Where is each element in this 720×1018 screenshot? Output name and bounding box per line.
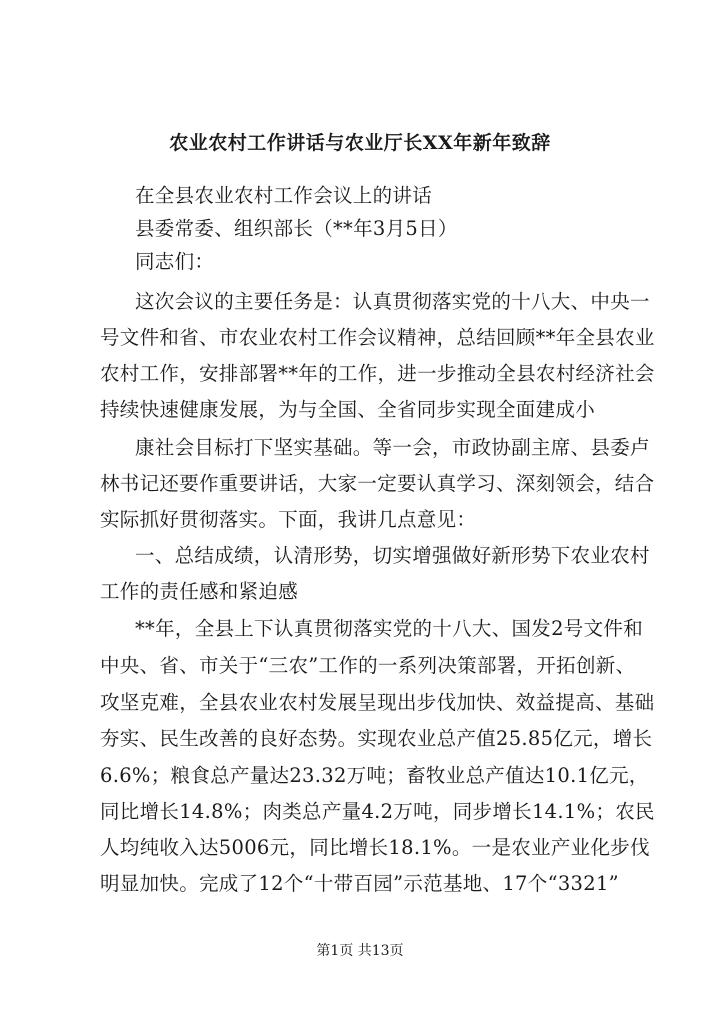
section-heading: 一、总结成绩，认清形势，切实增强做好新形势下农业农村: [135, 544, 650, 567]
paragraph-line: 中央、省、市关于“三农”工作的一系列决策部署，开拓创新、: [100, 654, 636, 677]
paragraph-line: 农村工作，安排部署**年的工作，进一步推动全县农村经济社会: [100, 362, 655, 385]
paragraph-line: 夯实、民生改善的良好态势。实现农业总产值25.85亿元，增长: [100, 727, 653, 750]
paragraph-line: 康社会目标打下坚实基础。等一会，市政协副主席、县委卢: [135, 436, 650, 459]
paragraph-line: 林书记还要作重要讲话，大家一定要认真学习、深刻领会，结合: [100, 472, 655, 495]
page-number: 第1页 共13页: [316, 943, 404, 959]
section-heading: 工作的责任感和紧迫感: [100, 580, 299, 603]
paragraph-line: **年，全县上下认真贯彻落实党的十八大、国发2号文件和: [135, 617, 644, 640]
salutation: 同志们：: [135, 250, 215, 273]
paragraph-line: 人均纯收入达5006元，同比增长18.1%。一是农业产业化步伐: [100, 836, 650, 859]
speaker-info: 县委常委、组织部长（**年3月5日）: [135, 217, 458, 240]
paragraph-line: 持续快速健康发展，为与全国、全省同步实现全面建成小: [100, 398, 596, 421]
paragraph-line: 实际抓好贯彻落实。下面，我讲几点意见：: [100, 508, 477, 531]
paragraph-line: 攻坚克难，全县农业农村发展呈现出步伐加快、效益提高、基础: [100, 691, 655, 714]
paragraph-line: 这次会议的主要任务是：认真贯彻落实党的十八大、中央一: [135, 290, 650, 313]
paragraph-line: 同比增长14.8%；肉类总产量4.2万吨，同步增长14.1%；农民: [100, 800, 655, 823]
paragraph-line: 明显加快。完成了12个“十带百园”示范基地、17个“3321”: [100, 872, 619, 895]
paragraph-line: 6.6%；粮食总产量达23.32万吨；畜牧业总产值达10.1亿元，: [100, 764, 649, 787]
document-title: 农业农村工作讲话与农业厅长XX年新年致辞: [169, 132, 551, 154]
speech-occasion: 在全县农业农村工作会议上的讲话: [135, 184, 433, 207]
paragraph-line: 号文件和省、市农业农村工作会议精神，总结回顾**年全县农业: [100, 326, 655, 349]
